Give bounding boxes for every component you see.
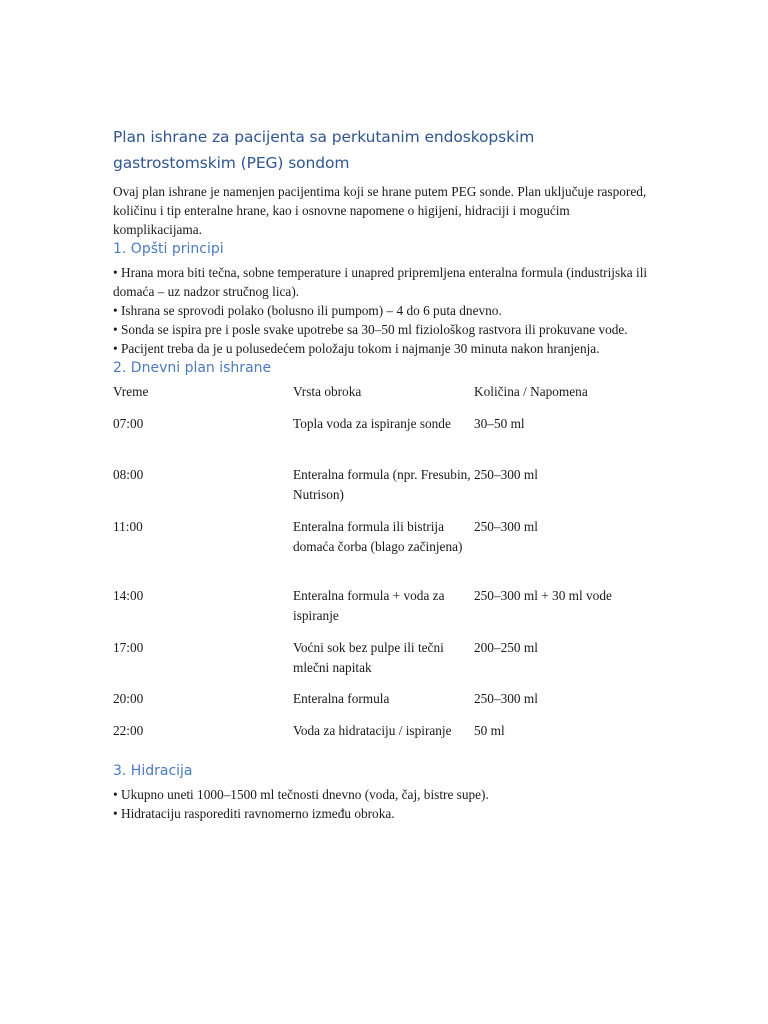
table-cell-amount: 250–300 ml bbox=[474, 467, 538, 482]
table-cell-time: 07:00 bbox=[113, 416, 144, 431]
list-item: • Pacijent treba da je u polusedećem položaju tokom i najmanje 30 minuta nakon hranjenja. bbox=[113, 341, 600, 356]
table-cell-meal-type: Enteralna formula ili bistrija domaća čorba (blago začinjena) bbox=[293, 519, 463, 554]
table-cell-meal-type: Enteralna formula bbox=[293, 691, 390, 706]
table-cell-amount: 250–300 ml bbox=[474, 519, 538, 534]
section-heading-general-principles: 1. Opšti principi bbox=[113, 241, 224, 257]
daily-plan-table bbox=[113, 382, 658, 761]
table-row bbox=[113, 721, 658, 761]
column-header-time: Vreme bbox=[113, 384, 149, 399]
section-heading-daily-plan: 2. Dnevni plan ishrane bbox=[113, 360, 272, 376]
table-row bbox=[113, 586, 658, 638]
table-cell-time: 20:00 bbox=[113, 691, 144, 706]
table-cell-time: 14:00 bbox=[113, 588, 144, 603]
list-item: • Ukupno uneti 1000–1500 ml tečnosti dnevno (voda, čaj, bistre supe). bbox=[113, 787, 489, 802]
table-header-row bbox=[113, 382, 658, 414]
intro-paragraph: Ovaj plan ishrane je namenjen pacijentima koji se hrane putem PEG sonde. Plan uključuje raspored, količinu i tip enteralne hrane, kao i osnovne napomene o higijeni, hidraciji i mogućim komplikacijama. bbox=[113, 184, 647, 237]
table-cell-time: 17:00 bbox=[113, 640, 144, 655]
table-row bbox=[113, 638, 658, 689]
table-cell-meal-type: Enteralna formula (npr. Fresubin, Nutrison) bbox=[293, 467, 471, 502]
table-cell-meal-type: Voćni sok bez pulpe ili tečni mlečni napitak bbox=[293, 640, 444, 675]
column-header-amount: Količina / Napomena bbox=[474, 384, 588, 399]
table-row bbox=[113, 414, 658, 465]
list-item: • Hrana mora biti tečna, sobne temperature i unapred pripremljena enteralna formula (industrijska ili domaća – uz nadzor stručnog lica). bbox=[113, 265, 648, 299]
table-row bbox=[113, 689, 658, 721]
table-cell-time: 08:00 bbox=[113, 467, 144, 482]
column-header-meal-type: Vrsta obroka bbox=[293, 384, 362, 399]
hydration-list bbox=[113, 785, 658, 823]
document-title: Plan ishrane za pacijenta sa perkutanim endoskopskim gastrostomskim (PEG) sondom bbox=[113, 128, 535, 172]
table-cell-meal-type: Voda za hidrataciju / ispiranje bbox=[293, 723, 452, 738]
list-item: • Ishrana se sprovodi polako (bolusno ili pumpom) – 4 do 6 puta dnevno. bbox=[113, 303, 502, 318]
table-row bbox=[113, 465, 658, 517]
table-cell-meal-type: Topla voda za ispiranje sonde bbox=[293, 416, 451, 431]
list-item: • Hidrataciju rasporediti ravnomerno između obroka. bbox=[113, 806, 395, 821]
table-cell-amount: 250–300 ml bbox=[474, 691, 538, 706]
table-row bbox=[113, 517, 658, 586]
table-cell-amount: 250–300 ml + 30 ml vode bbox=[474, 588, 612, 603]
table-cell-time: 11:00 bbox=[113, 519, 143, 534]
general-principles-list bbox=[113, 263, 658, 358]
table-cell-meal-type: Enteralna formula + voda za ispiranje bbox=[293, 588, 445, 623]
document-content bbox=[113, 124, 658, 823]
section-heading-hydration: 3. Hidracija bbox=[113, 763, 193, 779]
table-cell-amount: 30–50 ml bbox=[474, 416, 525, 431]
list-item: • Sonda se ispira pre i posle svake upotrebe sa 30–50 ml fiziološkog rastvora ili prokuvane vode. bbox=[113, 322, 628, 337]
table-cell-time: 22:00 bbox=[113, 723, 144, 738]
table-cell-amount: 50 ml bbox=[474, 723, 505, 738]
table-cell-amount: 200–250 ml bbox=[474, 640, 538, 655]
